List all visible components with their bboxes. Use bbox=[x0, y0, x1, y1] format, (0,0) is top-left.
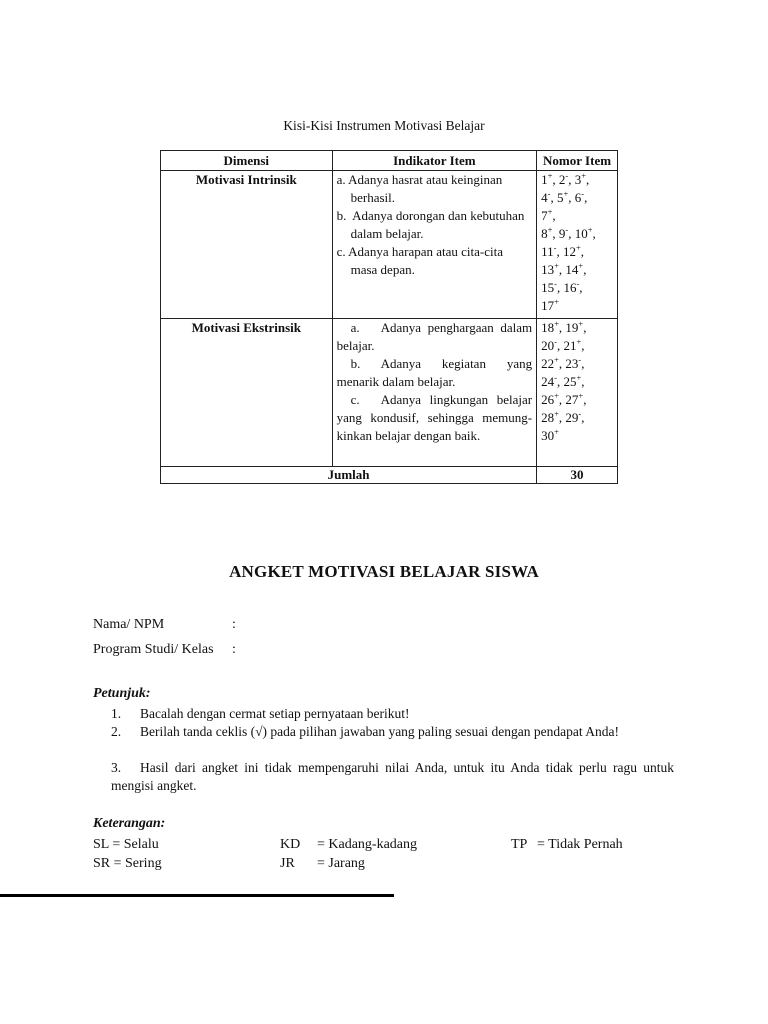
nomor-cell bbox=[537, 171, 618, 319]
item-number: 19+, bbox=[565, 318, 587, 335]
item-number: 2. bbox=[111, 724, 122, 739]
item-marker: c. bbox=[350, 392, 360, 407]
item-number: 13+, bbox=[541, 260, 563, 277]
item-text: Adanya harapan atau cita-cita masa depan. bbox=[348, 244, 503, 277]
item-sign: + bbox=[547, 206, 553, 217]
header-dimensi: Dimensi bbox=[161, 151, 333, 171]
item-marker: a. bbox=[350, 320, 360, 335]
legend-code: KD bbox=[280, 837, 301, 852]
jumlah-value: 30 bbox=[537, 467, 618, 484]
item-sign: - bbox=[578, 408, 582, 419]
nomor-line bbox=[541, 373, 613, 391]
dimensi-cell: Motivasi Intrinsik bbox=[161, 171, 333, 319]
item-sign: + bbox=[554, 260, 559, 271]
table-caption: Kisi-Kisi Instrumen Motivasi Belajar bbox=[283, 118, 485, 133]
dimensi-cell: Motivasi Ekstrinsik bbox=[161, 319, 333, 467]
item-number: 23-, bbox=[565, 354, 585, 371]
item-number: 24-, bbox=[541, 372, 561, 389]
item-text: Adanya kegiatan yang menarik dalam belajar. bbox=[336, 356, 533, 389]
field-separator: : bbox=[232, 642, 236, 657]
legend-meaning: = Kadang-kadang bbox=[317, 837, 418, 852]
keterangan-legend bbox=[93, 835, 653, 873]
item-marker: c. bbox=[336, 244, 346, 259]
item-text: Berilah tanda ceklis (√) pada pilihan jawaban yang paling sesuai dengan pendapat Anda! bbox=[140, 724, 619, 739]
item-sign: - bbox=[576, 278, 580, 289]
legend-entry bbox=[93, 854, 162, 873]
item-number: 17+ bbox=[541, 296, 559, 313]
table-row-intrinsik bbox=[161, 171, 618, 319]
nomor-line bbox=[541, 355, 613, 373]
item-sign: - bbox=[581, 188, 585, 199]
petunjuk-item bbox=[111, 759, 674, 795]
item-sign: - bbox=[547, 188, 551, 199]
legend-row bbox=[93, 854, 653, 873]
item-sign: + bbox=[576, 336, 582, 347]
item-sign: + bbox=[554, 296, 559, 307]
item-marker: b. bbox=[336, 208, 347, 223]
field-nama-npm bbox=[93, 617, 236, 633]
legend-code: TP bbox=[511, 837, 528, 852]
legend-meaning: = Jarang bbox=[317, 856, 365, 871]
table-row-ekstrinsik bbox=[161, 319, 618, 467]
nomor-line bbox=[541, 207, 613, 225]
indikator-item bbox=[337, 171, 533, 207]
nomor-line bbox=[541, 189, 613, 207]
field-label: Program Studi/ Kelas bbox=[93, 642, 214, 657]
item-number: 12+, bbox=[562, 242, 585, 259]
field-program-studi bbox=[93, 642, 236, 658]
item-number: 11-, bbox=[541, 242, 560, 259]
item-sign: + bbox=[563, 188, 569, 199]
indikator-item bbox=[337, 355, 533, 391]
item-number: 8+, bbox=[541, 224, 556, 241]
item-sign: + bbox=[576, 372, 582, 383]
item-number: 7+, bbox=[541, 206, 556, 223]
legend-entry bbox=[93, 835, 159, 854]
item-sign: + bbox=[554, 426, 559, 437]
legend-row bbox=[93, 835, 653, 854]
indikator-cell bbox=[332, 171, 537, 319]
item-marker: a. bbox=[336, 172, 346, 187]
legend-code: SR bbox=[93, 856, 111, 871]
petunjuk-item bbox=[111, 723, 674, 741]
page-title: ANGKET MOTIVASI BELAJAR SISWA bbox=[229, 562, 539, 581]
item-number: 30+ bbox=[541, 426, 559, 443]
indikator-cell bbox=[332, 319, 537, 467]
item-sign: + bbox=[581, 170, 587, 181]
header-indikator: Indikator Item bbox=[332, 151, 537, 171]
indikator-item bbox=[337, 391, 533, 445]
table-row-jumlah bbox=[161, 467, 618, 484]
item-sign: - bbox=[554, 372, 557, 383]
item-number: 3. bbox=[111, 760, 122, 775]
item-number: 6-, bbox=[574, 188, 588, 205]
footnote-divider bbox=[0, 894, 394, 897]
nomor-line bbox=[541, 297, 613, 315]
item-number: 14+, bbox=[565, 260, 587, 277]
item-sign: + bbox=[578, 390, 584, 401]
item-sign: - bbox=[554, 278, 557, 289]
nomor-line bbox=[541, 225, 613, 243]
keterangan-heading: Keterangan: bbox=[93, 816, 166, 831]
item-sign: + bbox=[554, 390, 559, 401]
item-number: 25+, bbox=[563, 372, 585, 389]
kisi-kisi-table bbox=[160, 150, 618, 484]
item-sign: + bbox=[587, 224, 593, 235]
table-header-row bbox=[161, 151, 618, 171]
nomor-line bbox=[541, 427, 613, 445]
item-number: 1+, bbox=[541, 170, 556, 187]
item-number: 16-, bbox=[563, 278, 583, 295]
item-sign: + bbox=[575, 242, 581, 253]
item-sign: - bbox=[553, 242, 557, 253]
nomor-line bbox=[541, 409, 613, 427]
item-number: 3+, bbox=[574, 170, 590, 187]
item-number: 10+, bbox=[574, 224, 596, 241]
nomor-line bbox=[541, 261, 613, 279]
item-sign: - bbox=[565, 170, 569, 181]
item-number: 22+, bbox=[541, 354, 563, 371]
item-sign: + bbox=[554, 354, 559, 365]
legend-entry bbox=[280, 835, 417, 854]
petunjuk-item bbox=[111, 705, 674, 723]
item-text: Adanya lingkungan belajar yang kondusif, sehingga memung-kinkan belajar dengan baik. bbox=[336, 392, 533, 443]
item-number: 29-, bbox=[565, 408, 585, 425]
item-sign: + bbox=[547, 170, 553, 181]
legend-code: JR bbox=[280, 856, 295, 871]
item-number: 26+, bbox=[541, 390, 563, 407]
header-nomor: Nomor Item bbox=[537, 151, 618, 171]
item-number: 27+, bbox=[565, 390, 587, 407]
item-number: 4-, bbox=[541, 188, 554, 205]
legend-meaning: = Sering bbox=[113, 856, 162, 871]
item-sign: + bbox=[554, 318, 559, 329]
indikator-item bbox=[337, 207, 533, 243]
item-sign: - bbox=[554, 336, 557, 347]
item-number: 2-, bbox=[558, 170, 572, 187]
item-sign: - bbox=[565, 224, 569, 235]
item-text: Adanya hasrat atau keinginan berhasil. bbox=[348, 172, 503, 205]
legend-meaning: = Tidak Pernah bbox=[537, 837, 623, 852]
legend-entry bbox=[280, 854, 365, 873]
item-number: 21+, bbox=[563, 336, 585, 353]
legend-meaning: = Selalu bbox=[112, 837, 159, 852]
item-sign: + bbox=[554, 408, 559, 419]
nomor-line bbox=[541, 319, 613, 337]
legend-code: SL bbox=[93, 837, 109, 852]
legend-entry bbox=[511, 835, 623, 854]
nomor-line bbox=[541, 279, 613, 297]
item-text: Bacalah dengan cermat setiap pernyataan berikut! bbox=[140, 706, 410, 721]
item-sign: + bbox=[578, 260, 584, 271]
item-text: Adanya dorongan dan kebutuhan dalam belajar. bbox=[350, 208, 525, 241]
item-number: 20-, bbox=[541, 336, 561, 353]
item-number: 28+, bbox=[541, 408, 563, 425]
petunjuk-heading: Petunjuk: bbox=[93, 686, 151, 701]
item-number: 15-, bbox=[541, 278, 561, 295]
item-sign: - bbox=[578, 354, 582, 365]
indikator-item bbox=[337, 319, 533, 355]
item-text: Adanya penghargaan dalam belajar. bbox=[336, 320, 533, 353]
nomor-cell bbox=[537, 319, 618, 467]
item-text: Hasil dari angket ini tidak mempengaruhi nilai Anda, untuk itu Anda tidak perlu ragu untuk mengisi angket. bbox=[111, 760, 674, 793]
item-number: 5+, bbox=[556, 188, 572, 205]
item-number: 1. bbox=[111, 706, 122, 721]
nomor-line bbox=[541, 243, 613, 261]
field-label: Nama/ NPM bbox=[93, 617, 165, 632]
nomor-line bbox=[541, 337, 613, 355]
item-marker: b. bbox=[350, 356, 361, 371]
nomor-line bbox=[541, 171, 613, 189]
jumlah-label: Jumlah bbox=[161, 467, 537, 484]
nomor-line bbox=[541, 391, 613, 409]
field-separator: : bbox=[232, 617, 236, 632]
item-sign: + bbox=[578, 318, 584, 329]
item-number: 18+, bbox=[541, 318, 563, 335]
item-number: 9-, bbox=[558, 224, 572, 241]
item-sign: + bbox=[547, 224, 553, 235]
indikator-item bbox=[337, 243, 533, 279]
